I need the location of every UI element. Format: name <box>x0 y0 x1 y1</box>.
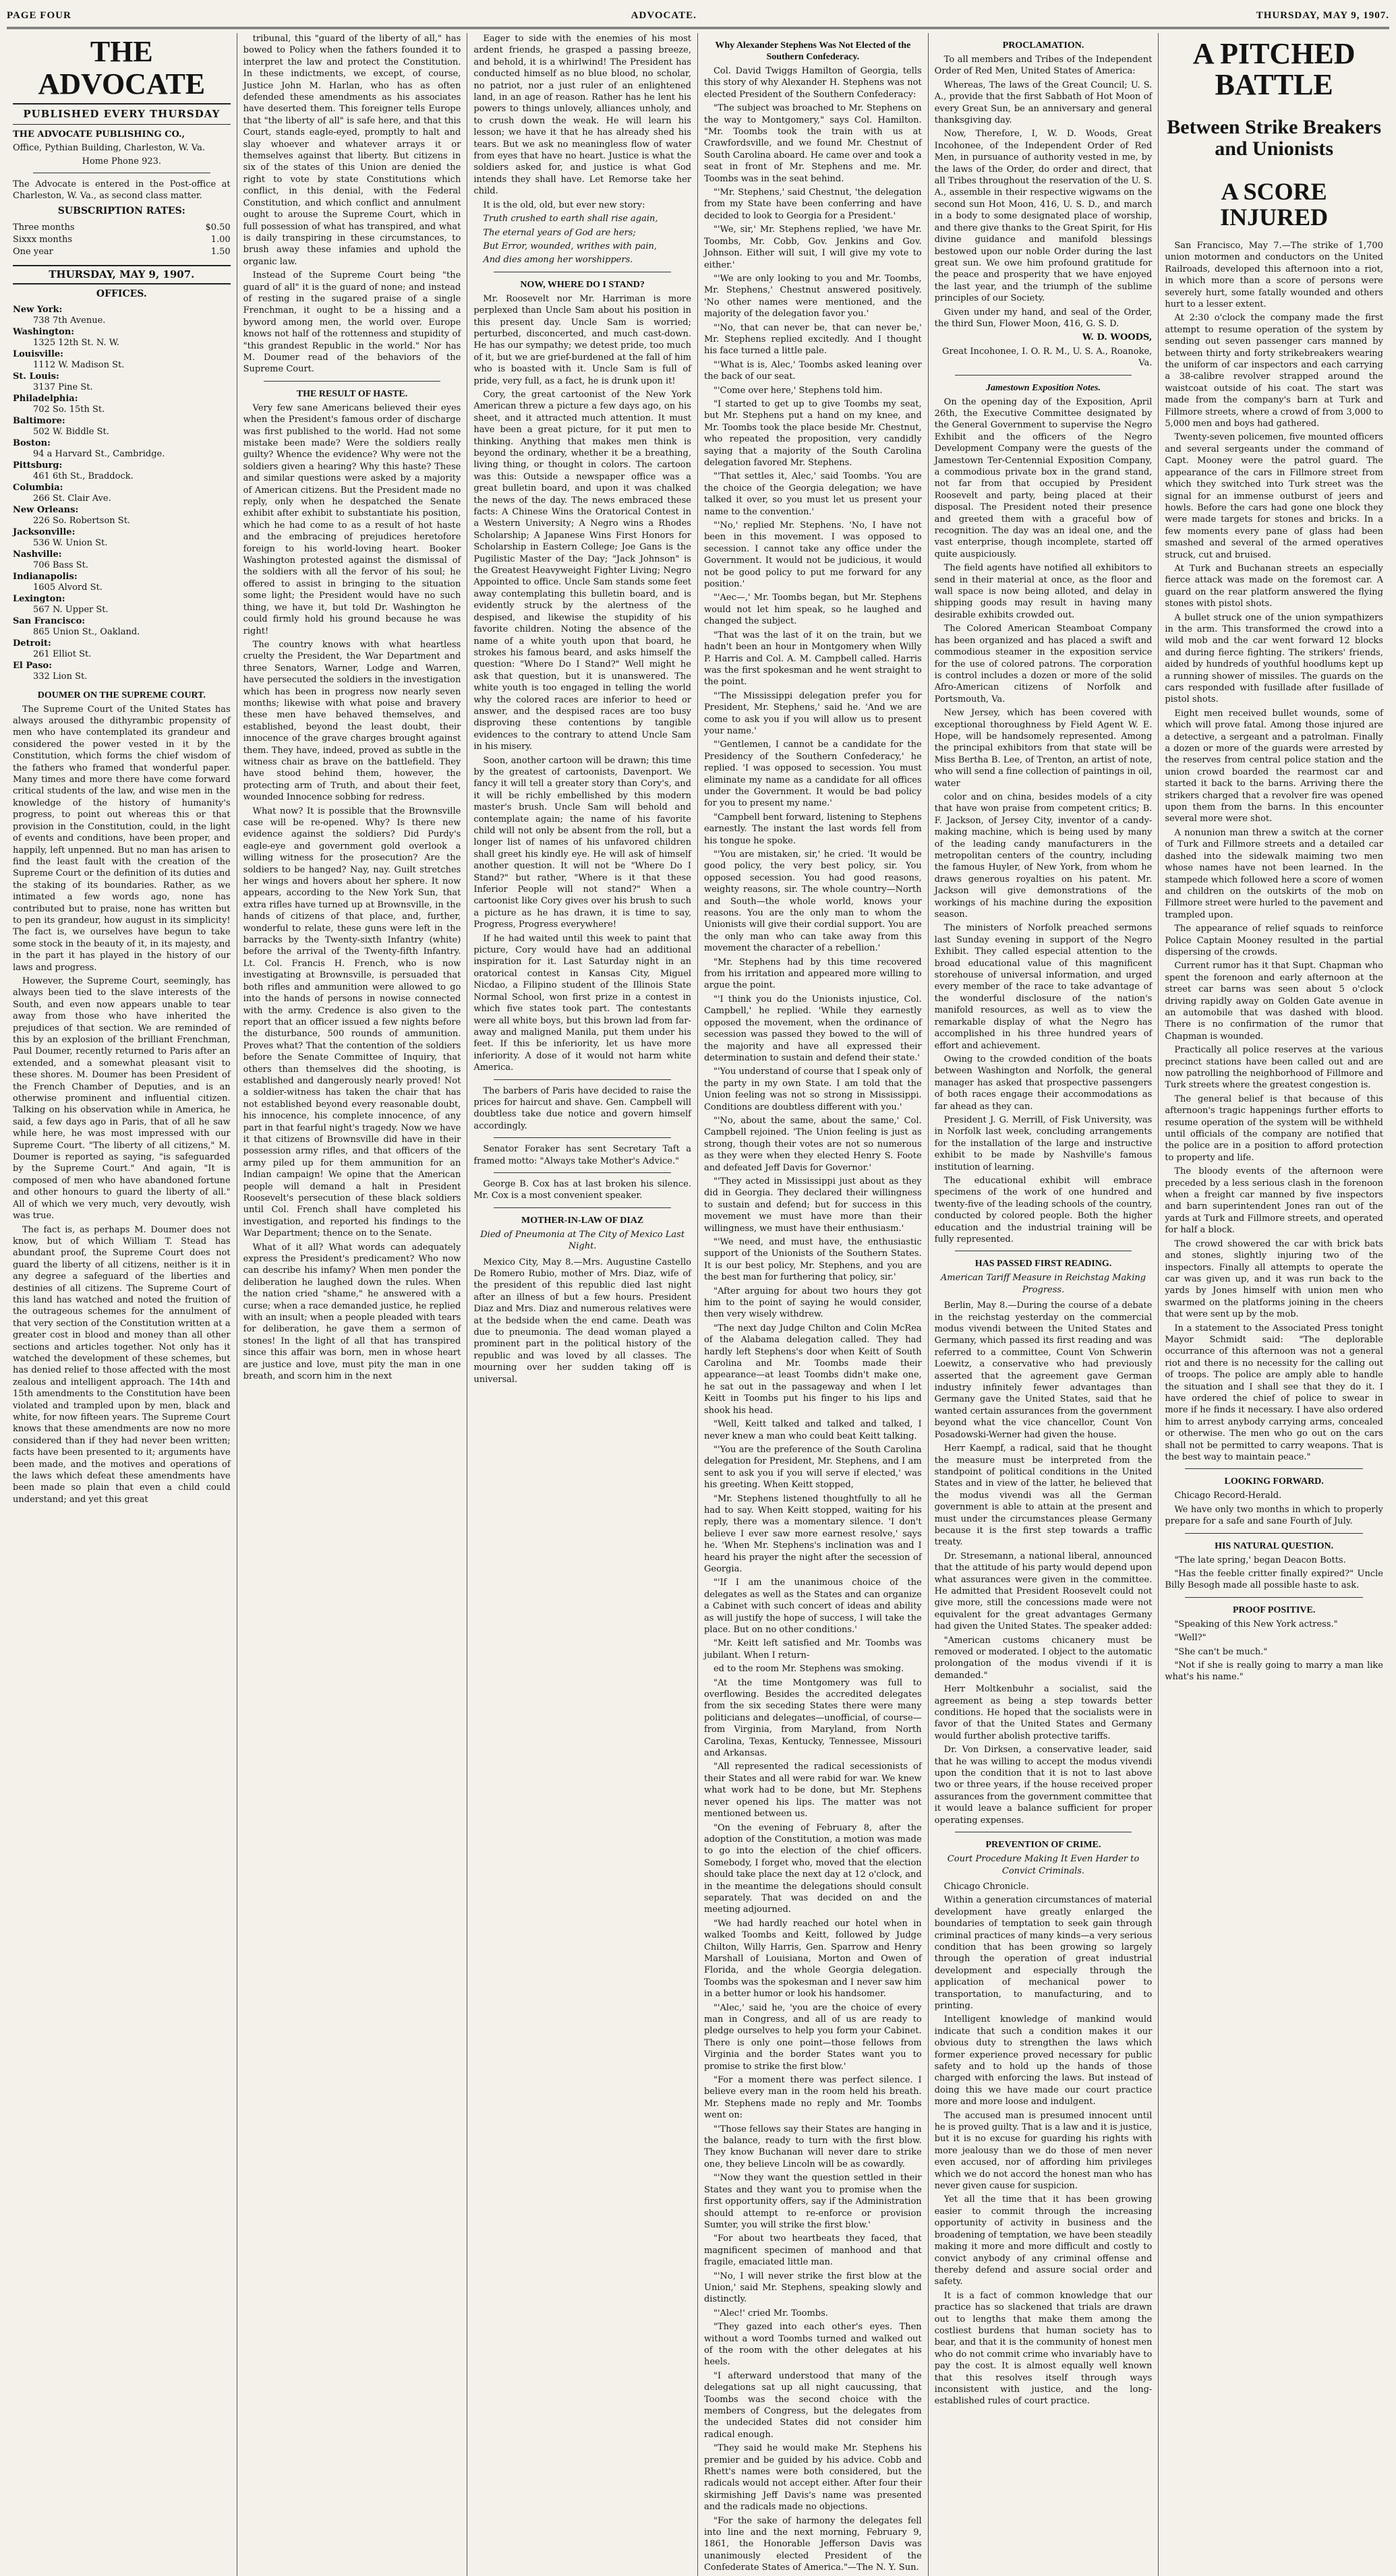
paragraph: Herr Kaempf, a radical, said that he thought the measure must be interpreted from the standpoint of political conditions in the United States and in view of the latter, he believed that the modus vivendi was all the German government is able to attain at the present and must under the circumstances please Germany because it is the first step towards a traffic treaty. <box>934 1443 1153 1548</box>
paragraph: Dr. Stresemann, a national liberal, announced that the attitude of his party would depend upon what assurances were given in the committee. He admitted that President Roosevelt could not give more, still the concessions made were not equivalent for the great advantages Germany had given the United States. The speaker added: <box>934 1551 1153 1632</box>
published-line: PUBLISHED EVERY THURSDAY <box>13 109 231 125</box>
office-city: Washington: <box>13 326 75 337</box>
article-body <box>473 1143 691 1167</box>
office-city: Baltimore: <box>13 415 65 426</box>
office-city: New Orleans: <box>13 504 79 515</box>
paragraph: "For the sake of harmony the delegates fell into line and the next morning, February 9, 1861, the Honorable Jefferson Davis was unanimously elected President of the Confederate States of America."—The N. Y. Sun. <box>703 2515 922 2573</box>
page-number: PAGE FOUR <box>7 9 71 21</box>
paragraph: "'They acted in Mississippi just about as they did in Georgia. They declared their willingness to sustain and defend; but for success in this movement we must have more than their willingness, we must have their enthusiasm.' <box>703 1176 922 1234</box>
paragraph: It is a fact of common knowledge that our practice has so slackened that trials are drawn out to lengths that make them among the costliest burdens that human society has to bear, and that it is the community of honest men who do not commit crime who invariably have to pay the cost. It is almost equally well known that this resolves itself through ways inconsistent with justice, and the long-established rules of court practice. <box>934 2290 1153 2407</box>
column-5 <box>929 33 1159 2576</box>
column-6 <box>1159 33 1389 2576</box>
paragraph: However, the Supreme Court, seemingly, has always been tied to the slave interests of the South, and even now appears unable to tear away from those who have inherited the prejudices of that section. We are reminded of this by an explosion of the brilliant Frenchman, Paul Doumer, recently returned to Paris after an extended, and a somewhat pleasant visit to these shores. M. Doumer has been President of the French Chamber of Deputies, and is an otherwise prominent and influential citizen. Talking on his observation while in America, he said, a few days ago in Paris, that of all he saw while here, he was most impressed with our Supreme Court. "The liberty of all citizens," M. Doumer is reported as saying, "is safeguarded by the Supreme Court." And again, "It is composed of men who have abandoned fortune and other honours to guard the liberty of all." All of which we very much, very devoutly, wish was true. <box>13 976 231 1222</box>
paragraph: Whereas, The laws of the Great Council; U. S. A., provide that the first Sabbath of Hot Moon of every Great Sun, be an anniversary and general thanksgiving day. <box>934 80 1153 126</box>
article-body <box>473 293 691 1074</box>
article-body <box>13 704 231 1506</box>
paragraph: "The subject was broached to Mr. Stephens on the way to Montgomery," says Col. Hamilton. "Mr. Toombs took the train with us at Crawfordsville, and we found Mr. Chestnut of South Carolina aboard. He came over and took a seat in front of Mr. Stephens and me. Mr. Toombs was in the seat behind. <box>703 103 922 184</box>
paragraph: Herr Moltkenbuhr a socialist, said the agreement as being a step towards better conditions. He hoped that the socialists were in favor of that the United States and Germany would further abolish protective tariffs. <box>934 1684 1153 1741</box>
verse-line: But Error, wounded, writhes with pain, <box>483 241 658 251</box>
paragraph: Senator Foraker has sent Secretary Taft a framed motto: "Always take Mother's Advice." <box>473 1144 691 1166</box>
office-address: 706 Bass St. <box>33 560 88 571</box>
rates-table <box>13 222 231 258</box>
article-title: LOOKING FORWARD. <box>1224 1476 1324 1487</box>
rate-row: One year 1.50 <box>13 246 231 257</box>
paragraph: "'I think you do the Unionists injustice, Col. Campbell,' he replied. 'While they earnestly opposed the movement, when the ordinance of secession was passed they bowed to the will of the majority and have all expressed their determination to sustain and defend their state.' <box>703 994 922 1063</box>
paragraph: To all members and Tribes of the Independent Order of Red Men, United States of America: <box>934 55 1153 77</box>
paragraph: "'Mr. Stephens,' said Chestnut, 'the delegation from my State have been conferring and have decided to look to Georgia for a President.' <box>703 187 922 221</box>
paragraph: "I started to get up to give Toombs my seat, but Mr. Stephens put a hand on my knee, and Mr. Toombs took the place beside Mr. Chestnut, who repeated the proposition, very candidly saying that a majority of the South Carolina delegation favored Mr. Stephens. <box>703 398 922 468</box>
article-title: DOUMER ON THE SUPREME COURT. <box>37 690 206 700</box>
paragraph: Col. David Twiggs Hamilton of Georgia, tells this story of why Alexander H. Stephens was not elected President of the Southern Confederacy: <box>703 66 922 100</box>
paragraph: Chicago Chronicle. <box>943 1881 1029 1892</box>
office-address: 266 St. Clair Ave. <box>33 493 111 504</box>
column-1 <box>7 33 237 2576</box>
paper-name: ADVOCATE. <box>631 9 697 21</box>
article-subtitle: Died of Pneumonia at The City of Mexico Last Night. <box>480 1229 685 1252</box>
article-title: PROCLAMATION. <box>1002 40 1084 51</box>
paragraph: Dr. Von Dirksen, a conservative leader, said that he was willing to accept the modus vivendi upon the condition that it is not to last above two or three years, if the house received proper assurances from the government committee that it would leave a balance sufficient for proper operating expenses. <box>934 1745 1153 1826</box>
paragraph: "On the evening of February 8, after the adoption of the Constitution, a motion was made to go into the election of the chief officers. Somebody, I forget who, moved that the election should take place the next day at 12 o'clock, and in the meantime the delegations should consult separately. That was decided on and the meeting adjourned. <box>703 1822 922 1915</box>
article-body <box>473 1085 691 1133</box>
offices-title: OFFICES. <box>96 289 147 300</box>
offices-list <box>13 305 231 683</box>
paragraph: "Mr. Keitt left satisfied and Mr. Toombs was jubilant. When I return- <box>703 1638 922 1660</box>
paragraph: "'Aec—,' Mr. Toombs began, but Mr. Stephens would not let him speak, so he laughed and changed the subject. <box>703 593 922 627</box>
paragraph: The bloody events of the afternoon were preceded by a less serious clash in the forenoon when a freight car manned by five inspectors and barn superintendent Jones ran out of the yards at Turk and Fillmore streets, and operated for half a block. <box>1165 1166 1383 1236</box>
article-body <box>1165 240 1383 1463</box>
column-3 <box>467 33 698 2576</box>
publisher: THE ADVOCATE PUBLISHING CO., <box>13 129 185 140</box>
paragraph: "'If I am the unanimous choice of the delegates as well as the States and can organize a Cabinet with such concert of ideas and ability as will justify the hope of success, I will take the place. But on no other conditions.' <box>703 1578 922 1635</box>
paragraph: Intelligent knowledge of mankind would indicate that such a condition makes it our obvious duty to strengthen the laws which former experience proved necessary for public safety and to hold up the hands of those charged with enforcing the laws. But instead of doing this we have made our court practice more and more loose and indulgent. <box>934 2014 1153 2107</box>
article-title: Why Alexander Stephens Was Not Elected of the Southern Confederacy. <box>715 40 911 62</box>
headline: A PITCHED BATTLE <box>1192 37 1356 102</box>
paragraph: It is the old, old, but ever new story: <box>483 200 645 210</box>
paragraph: "'Now they want the question settled in their States and they want you to promise when the first opportunity offers, say if the Administration should attempt to re-enforce or provision Sumter, you will strike the first blow.' <box>703 2173 922 2230</box>
office-city: Indianapolis: <box>13 571 78 582</box>
paragraph: "'We are only looking to you and Mr. Toombs, Mr. Stephens,' Chestnut answered positively. 'No other names were mentioned, and the majority of the delegation favor you.' <box>703 273 922 320</box>
article-title: HAS PASSED FIRST READING. <box>975 1259 1112 1269</box>
paragraph: "'No, about the same, about the same,' Col. Campbell rejoined. 'The Union feeling is just as strong, though their votes are not so numerous as they were when they elected Henry S. Foote and defeated Jeff Davis for Governor.' <box>703 1115 922 1173</box>
article-body <box>935 1881 1153 2407</box>
office-city: Lexington: <box>13 593 65 604</box>
headline-sub: Between Strike Breakers and Unionists <box>1167 116 1382 160</box>
dateline: THURSDAY, MAY 9, 1907. <box>13 265 231 284</box>
article-title: HIS NATURAL QUESTION. <box>1215 1540 1334 1551</box>
paragraph: The general belief is that because of this afternoon's tragic happenings further efforts to resume operation of the system will be withheld until officials of the company are notified that the police are in a position to afford protection to property and life. <box>1165 1094 1383 1163</box>
office-address: 502 W. Biddle St. <box>33 427 109 438</box>
office-address: 94 a Harvard St., Cambridge. <box>33 449 165 460</box>
phone: Home Phone 923. <box>82 156 162 167</box>
office-address: 1325 12th St. N. W. <box>33 338 119 349</box>
article-title: PROOF POSITIVE. <box>1232 1605 1316 1615</box>
paragraph: "Speaking of this New York actress." <box>1174 1619 1338 1629</box>
paragraph: ed to the room Mr. Stephens was smoking. <box>713 1664 904 1675</box>
paragraph: Soon, another cartoon will be drawn; this time by the greatest of cartoonists, Davenport. We fancy it will tell a greater story than Cory's, and it will be richly embellished by this modern master's brush. Uncle Sam will behold and contemplate again; the name of his favorite child will not only be absent from the roll, but a longer list of names of his unfavored children shall greet his kindly eye. He will ask of himself another question. It will not be "Where Do I Stand?" but rather, "Where is it that these Inferior People will not stand?" When a cartoonist like Cory gives over his brush to such a picture as he has drawn, it is time to say, Progress, Progress everywhere! <box>473 755 691 930</box>
paragraph: The educational exhibit will embrace specimens of the work of one hundred and twenty-five of the leading schools of the country, conducted by colored people. Both the higher education and the industrial training will be fully represented. <box>934 1175 1153 1245</box>
running-head <box>7 4 1389 29</box>
paragraph: "'No,' replied Mr. Stephens. 'No, I have not been in this movement. I was opposed to secession. I cannot take any office under the Government. It would not be judicious, it would not be good policy to put me forward for any position.' <box>703 520 922 590</box>
article-body <box>1165 1490 1383 1527</box>
paragraph: At 2:30 o'clock the company made the first attempt to resume operation of the system by sending out seven passenger cars manned by between thirty and forty strikebreakers wearing the uniform of car inspectors and each carrying a 38-calibre revolver strapped around the waistcoat outside of his coat. The start was made from the company's barn at Turk and Fillmore streets, where a crowd of from 3,000 to 5,000 men and boys had gathered. <box>1165 313 1383 429</box>
office-city: New York: <box>13 304 63 315</box>
paragraph: "Campbell bent forward, listening to Stephens earnestly. The instant the last words fell from his tongue he spoke. <box>703 812 922 846</box>
verse-line: Truth crushed to earth shall rise again, <box>483 214 658 224</box>
office-address: 1605 Alvord St. <box>33 582 103 593</box>
paragraph: Now, Therefore, I, W. D. Woods, Great Incohonee, of the Independent Order of Red Men, in pursuance of authority vested in me, by the laws of the Order, do order and direct, that all Tribes throughout the reservation of the U. S. A., assemble in their respective wigwams on the second sun Hot Moon, 416, U. S. D., and march in a body to some designated place of worship, and there give thanks to the Great Spirit, for His divine guidance and manifold blessings bestowed upon our noble Order during the last great sun. We owe him profound gratitude for the peace and prosperity that we have enjoyed the last year, and the triumph of the sublime principles of our Society. <box>934 129 1153 304</box>
office-city: Nashville: <box>13 549 62 560</box>
article-title: PREVENTION OF CRIME. <box>985 1840 1101 1851</box>
paragraph: If he had waited until this week to paint that picture, Cory would have had an additional inspiration for it. Last Saturday night in an oratorical contest in Kansas City, Miguel Nicdao, a Filipino student of the Illinois State Normal School, won first prize in a contest in which five states took part. The contestants were all white boys, but this brown lad from far-away and maligned Manila, put them under his feet. If this be inferiority, let us have more inferiority. A dose of it would not harm white America. <box>473 933 691 1073</box>
signature: W. D. WOODS, <box>1082 332 1153 343</box>
paragraph: "That was the last of it on the train, but we hadn't been an hour in Montgomery when Willy P. Harris and Col. A. M. Campbell called. Harris was the first spokesman and he went straight to the point. <box>703 630 922 688</box>
column-2 <box>237 33 468 2576</box>
columns <box>7 33 1389 2573</box>
article-body <box>473 1257 691 1385</box>
office-address: 865 Union St., Oakland. <box>33 627 140 638</box>
paragraph: "'Those fellows say their States are hanging in the balance, ready to turn with the first blow. They know Buchanan will never dare to strike one, they believe Lincoln will be as cowardly. <box>703 2124 922 2169</box>
office-address: 567 N. Upper St. <box>33 605 109 616</box>
office-city: St. Louis: <box>13 371 59 382</box>
paragraph: "They said he would make Mr. Stephens his premier and be guided by his advice. Cobb and Rhett's names were both considered, but the radicals would not accept either. After four their skirmishing Jeff Davis's name was presented and the radicals made no objections. <box>703 2443 922 2513</box>
article-body <box>473 1178 691 1202</box>
paragraph: Within a generation circumstances of material development have greatly enlarged the boundaries of temptation to seek gain through criminal practices of many kinds—a very serious condition that has been growing so largely through the operation of great industrial development and especially through the application of mechanical power to transportation, to manufacturing, and to printing. <box>934 1895 1153 2011</box>
signature-title: Great Incohonee, I. O. R. M., U. S. A., Roanoke, Va. <box>941 346 1153 369</box>
paragraph: Twenty-seven policemen, five mounted officers and several sergeants under the command of Capt. Mooney were the patrol guard. The appearance of the cars in Fillmore street from which they switched into Turk street was the signal for an immense outburst of jeers and howls. Before the cars had gone one block they were made targets for stones and bricks. In a few moments every pane of glass had been smashed and several of the armed operatives struck, cut and bruised. <box>1165 432 1383 560</box>
office-city: Pittsburg: <box>13 460 63 471</box>
paragraph: The field agents have notified all exhibitors to send in their material at once, as the floor and wall space is now being alloted, and delay in shipping goods may result in having many desirable exhibits crowded out. <box>934 563 1153 620</box>
issue-date: THURSDAY, MAY 9, 1907. <box>1256 9 1389 21</box>
article-body <box>935 1300 1153 1826</box>
article-body <box>935 54 1153 330</box>
paragraph: "For about two heartbeats they faced, that magnificent specimen of manhood and that fragile, emaciated little man. <box>703 2234 922 2268</box>
paragraph: What now? It is possible that the Brownsville case will be re-opened. Why? Is there new evidence against the soldiers? Did Purdy's eagle-eye and government gold overlook a willing witness for the prosecution? Are the soldiers to be hanged? Nay, nay. Guilt stretches her wings and hovers about her sphere. It now appears, according to the New York Sun, that extra rifles have turned up at Brownsville, in the hands of citizens of that place, and, further, wonderful to relate, these guns were left in the barracks by the Twenty-sixth Infantry (white) before the arrival of the Twenty-fifth Infantry. Lt. Col. Francis H. French, who is now investigating at Brownsville, is persuaded that both rifles and ammunition were allowed to go into the hands of persons in nowise connected with the army. Credence is also given to the report that an officer issued a few nights before the disturbance, 500 rounds of ammunition. Proves what? That the contention of the soldiers before the Senate Committee of Inquiry, that others than themselves did the shooting, is established and dangerously nearly proved! Not a soldier-witness has taken the chair that has not established beyond every reasonable doubt, his innocence, his complete innocence, of any part in that fearful night's tragedy. Now we have it that citizens of Brownsville did have in their possession army rifles, and that officers of the army piled up for them ammunition for an Indian campaign! We opine that the American people will demand a halt in President Roosevelt's persecution of these black soldiers until Col. French shall have completed his investigation, and reported his findings to the War Department; thence on to the Senate. <box>243 806 461 1239</box>
paragraph: "The late spring,' began Deacon Botts. <box>1174 1555 1346 1565</box>
paragraph: The Colored American Steamboat Company has been organized and has placed a swift and commodious steamer in the exposition service for the use of colored patrons. The corporation is control includes a dozen or more of the solid Afro-American citizens of Norfolk and Portsmouth, Va. <box>934 624 1153 705</box>
office-city: Boston: <box>13 438 51 448</box>
article-subtitle: Court Procedure Making It Even Harder to Convict Criminals. <box>947 1854 1140 1876</box>
paragraph: Very few sane Americans believed their eyes when the President's famous order of discharge was first published to the world. Had not some mistake been made? Were the soldiers really guilty? Whence the evidence? Why were not the soldiers given a hearing? Why this haste? These and similar questions were asked by a majority of American citizens. But the President made no reply, only when he despatched the Senate exhibit after exhibit to substantiate his position, which he had come to as a result of hot haste and the embracing of prejudices heretofore foreign to his world-loving heart. Booker Washington protested against the dismissal of the soldiers with all the fervor of his soul; he offered to assist in bringing to the situation some light; the President would have no such thing, we have it, but told Dr. Washington he could firmly hold his ground because he was right! <box>243 402 461 636</box>
paragraph: The fact is, as perhaps M. Doumer does not know, but of which William T. Stead has abundant proof, the Supreme Court does not guard the liberty of all citizens, neither is it in any degree a safeguard of the liberties and destinies of all citizens. The Supreme Court of this land has watched and noted the fruition of the outrageous schemes for the annulment of that very section of the Constitution written at a greater cost in blood and money than all other sections and articles together. Not only has it watched the development of these schemes, but has denied relief to those affected with the most zealous and intelligent approach. The 14th and 15th amendments to the Constitution have been violated and trampled upon by men, black and white, for now fifteen years. The Supreme Court knows that these amendments are now no more considered than if they had never been written; facts have been presented to it; arguments have been made, and the motives and operations of the laws which defeat these amendments have been made so plain that even a child could understand; and yet this great <box>13 1224 231 1505</box>
office-address: 1112 W. Madison St. <box>33 360 125 371</box>
paragraph: George B. Cox has at last broken his silence. Mr. Cox is a most convenient speaker. <box>473 1178 691 1201</box>
paragraph: A nonunion man threw a switch at the corner of Turk and Fillmore streets and a detailed car dashed into the sidewalk maiming two men whose names have not been learned. In the stampede which followed here a score of women and children on the outskirts of the mob on Fillmore street were hurled to the pavement and trampled upon. <box>1165 827 1383 920</box>
paragraph: "I afterward understood that many of the delegations sat up all night caucussing, that Toombs was the second choice with the members of Congress, but the delegates from the undecided States did not consider him radical enough. <box>703 2370 922 2440</box>
paragraph: Current rumor has it that Supt. Chapman who spent the forenoon and early afternoon at the street car barns was seen about 5 o'clock driving rapidly away on Golden Gate avenue in an automobile that was dashed with blood. There is no confirmation of the rumor that Chapman is wounded. <box>1165 961 1383 1042</box>
paragraph: "'You understand of course that I speak only of the party in my own State. I am told that the Union feeling was not so strong in Mississippi. Conditions are doubtless different with you.' <box>703 1067 922 1112</box>
rates-title: SUBSCRIPTION RATES: <box>57 206 185 217</box>
paragraph: "They gazed into each other's eyes. Then without a word Toombs turned and walked out of the room with the other delegates at his heels. <box>703 2322 922 2368</box>
paragraph: Chicago Record-Herald. <box>1174 1491 1282 1501</box>
paragraph: "'No, I will never strike the first blow at the Union,' said Mr. Stephens, speaking slowly and distinctly. <box>703 2271 922 2305</box>
paragraph: Cory, the great cartoonist of the New York American threw a picture a few days ago, on his sheet, and it attracted much attention. It must have been a great picture, for it put men to thinking. Anything that makes men think is beyond the ordinary, whether it be a breathing, living thing, or thought in colors. The cartoon was this: Outside a newspaper office was a great bulletin board, and upon it was chalked the news of the day. The news embraced these facts: A Chinese Wins the Oratorical Contest in a Western University; A Negro wins a Rhodes Scholarship; A Japanese Wins First Honors for Scholarship in Eastern College; Joe Gans is the Pugilistic Master of the Day; "Jack Johnson" is the Greatest Heavyweight Fighter Living; Negro Appointed to office. Uncle Sam stands some feet away contemplating this bulletin board, and is evidently struck by the alertness of the despised, and likewise the stupidity of his favorite children. Noting the absence of the name of a white youth upon that board, he strokes his famous beard, and asks himself the question: "Where Do I Stand?" Well might he ask that question, but it is unanswered. The white youth is too engaged in telling the world why the colored races are inferior to heed or answer, and the despised races are too busy disproving these contentions by tangible evidences to the contrary to attend Uncle Sam in his misery. <box>473 389 691 752</box>
verse-line: The eternal years of God are hers; <box>483 227 636 238</box>
paragraph: "'What is is, Alec,' Toombs asked leaning over the back of our seat. <box>703 359 922 382</box>
paragraph: Yet all the time that it has been growing easier to commit through the increasing opportunity of activity in business and the broadening of temptation, we have been steadily making it more and more difficult and costly to convict anybody of any criminal offense and thereby defend and assure social order and safety. <box>934 2194 1153 2287</box>
paragraph: "Mr. Stephens listened thoughtfully to all he had to say. When Keitt stopped, waiting for his reply, there was a momentary silence. 'I don't believe I ever saw more earnest resolve,' says he. 'When Mr. Stephens's inclination was and I heard his prayer the night after the secession of Georgia. <box>703 1493 922 1574</box>
paragraph: President J. G. Merrill, of Fisk University, was in Norfolk last week, concluding arrangements for the installation of the large and instructive exhibit to be made by Nashville's famous institution of learning. <box>934 1114 1153 1172</box>
paragraph: New Jersey, which has been covered with exceptional thoroughness by Field Agent W. E. Hope, will be handsomely represented. Among the principal exhibitors from that state will be Miss Bertha B. Lee, of Trenton, an artist of note, who will send a fine collection of paintings in oil, water <box>934 708 1153 789</box>
paragraph: The crowd showered the car with brick bats and stones, slightly injuring two of the inspectors. Finally all attempts to operate the car was given up, and it was run back to the yards by Jones himself with union men who swarmed on the platforms joining in the cheers that were sent up by the mob. <box>1165 1238 1383 1320</box>
paragraph: Owing to the crowded condition of the boats between Washington and Norfolk, the general manager has asked that prospective passengers of both races engage their accommodations as far ahead as they can. <box>934 1054 1153 1112</box>
paragraph: "'The Mississippi delegation prefer you for President, Mr. Stephens,' said he. 'And we are come to ask you if you will allow us to present your name.' <box>703 690 922 736</box>
office-city: Louisville: <box>13 349 63 359</box>
paragraph: On the opening day of the Exposition, April 26th, the Executive Committee designated by the General Government to supervise the Negro Exhibit and the officers of the Negro Development Company were the guests of the Jamestown Ter-Centennial Exposition Company, a commodious private box in the grand stand, not far from that occupied by President Roosevelt and party, being placed at their disposal. The President noted their presence and greeted them with a graceful bow of recognition. The day was an ideal one, and the vast enterprise, though incomplete, started off quite auspiciously. <box>934 396 1153 560</box>
paragraph: In a statement to the Associated Press tonight Mayor Schmidt said: "The deplorable occurrance of this afternoon was not a general riot and there is no necessity for the calling out of troops. The police are amply able to handle the situation and I shall see that they do it. I have ordered the chief of police to swear in more if he finds it necessary. I have also ordered him to arrest anybody carrying arms, concealed or otherwise. The men who go out on the cars shall not be permitted to carry weapons. That is the best way to maintain peace." <box>1165 1323 1383 1462</box>
office-address: 738 7th Avenue. <box>33 316 106 326</box>
paragraph: Eager to side with the enemies of his most ardent friends, he grasped a passing breeze, and behold, it is a whirlwind! The President has conducted himself as no blue blood, no scholar, no patriot, nor a just ruler of an enlightened land, in an age of reason. Rather has he lent his powers to things unlovely, alliances unholy, and to crush down the weak. He will learn his lesson; we have it that he has already shed his tears. But we ask no meaningless flow of water from eyes that have no heart. Justice is what the soldiers asked for, and justice is what God intends they shall have. Let Remorse take her child. <box>473 34 691 197</box>
paragraph: At Turk and Buchanan streets an especially fierce attack was made on the foremost car. A guard on the rear platform answered the flying stones with pistol shots. <box>1165 563 1383 609</box>
paragraph: "'We need, and must have, the enthusiastic support of the Unionists of the Southern States. It is our best policy, Mr. Stephens, and you are the best man for furthering that policy, sir.' <box>703 1237 922 1283</box>
article-title: NOW, WHERE DO I STAND? <box>520 279 645 290</box>
paragraph: "Not if she is really going to marry a man like what's his name." <box>1165 1660 1383 1683</box>
office-address: 261 Elliot St. <box>33 649 92 660</box>
paragraph: Berlin, May 8.—During the course of a debate in the reichstag yesterday on the commercial modus vivendi between the United States and Germany, which passed its first reading and was referred to a committee, Count Von Schwerin Loewitz, a conservative who had previously asserted that the agreement gave German industry infinitely fewer advantages than Germany gave the United States, said that he wanted certain assurances from the government beyond what the vice chancellor, Count Von Posadowski-Werner had given the house. <box>934 1300 1153 1440</box>
paragraph: tribunal, this "guard of the liberty of all," has bowed to Policy when the fathers founded it to interpret the law and protect the Constitution. In these indictments, we except, of course, Justice John M. Harlan, who has as often defended these amendments as his associates have deserted them. This foreigner tells Europe that "the liberty of all" is safe here, and that this Court, stands eagle-eyed, promptly to halt and slay whoever and whatever arrays it or themselves against that liberty. But citizens in six of the states of this Union are denied the right to vote by state Constitutions which conflict, in this denial, with the Federal Constitution, and which conflict and annulment ought to arouse the Supreme Court, which in full possession of what has transpired, and what is daily transpiring in these circumstances, to brush away these infamies and uphold the organic law. <box>243 34 461 267</box>
paragraph: "Mr. Stephens had by this time recovered from his irritation and appeared more willing to argue the point. <box>703 957 922 991</box>
verse-line: And dies among her worshippers. <box>483 255 633 266</box>
paragraph: San Francisco, May 7.—The strike of 1,700 union motormen and conductors on the United Railroads, developed this afternoon into a riot, in which more than a score of persons were severely hurt, some fatally wounded and others hurt to a lesser extent. <box>1165 240 1383 309</box>
office-address: Office, Pythian Building, Charleston, W. Va. <box>13 143 205 154</box>
office-city: Columbia: <box>13 482 63 493</box>
verse <box>473 213 691 266</box>
paragraph: "'Come over here,' Stephens told him. <box>713 385 883 396</box>
paragraph: "At the time Montgomery was full to overflowing. Besides the accredited delegates from the six seceding States there were many politicians and delegates—unofficial, of course—from Virginia, from Maryland, from North Carolina, Texas, Kentucky, Tennessee, Missouri and Arkansas. <box>703 1677 922 1759</box>
paragraph: "'Alec,' said he, 'you are the choice of every man in Congress, and all of us are ready to pledge ourselves to help you form your Cabinet. There is only one point—those fellows from Virginia and the border States want you to promise to strike the first blow.' <box>703 2002 922 2072</box>
office-address: 332 Lion St. <box>33 671 88 682</box>
paragraph: "We had hardly reached our hotel when in walked Toombs and Keitt, followed by Judge Chilton, Willy Harris, Gen. Sparrow and Henry Marshall of Louisiana, Morton and Owen of Florida, and the whole Georgia delegation. Toombs was the spokesman and I never saw him in a better humor or look his handsomer. <box>703 1918 922 2000</box>
article-title: Jamestown Exposition Notes. <box>986 382 1101 393</box>
paragraph: "Has the feeble critter finally expired?" Uncle Billy Besogh made all possible haste to ask. <box>1165 1569 1383 1591</box>
office-address: 702 So. 15th St. <box>33 405 105 415</box>
paragraph: "'You are mistaken, sir,' he cried. 'It would be good policy, the very best policy, sir. You opposed secession. You had good reasons, weighty reasons, sir. The whole country—North and South—the whole world, knows your reasons. You are the only man to whom the Unionists will give their cordial support. You are the only man who can take away from this movement the character of a rebellion.' <box>703 849 922 954</box>
paragraph: "American customs chicanery must be removed or moderated. I object to the automatic prolongation of the modus vivendi if it is demanded." <box>934 1635 1153 1681</box>
paragraph: "After arguing for about two hours they got him to the point of saying he would consider, then very wisely withdrew. <box>703 1286 922 1320</box>
article-body <box>704 65 922 2574</box>
paragraph: Eight men received bullet wounds, some of which will prove fatal. Among those injured are a detective, a sergeant and a patrolman. Finally a dozen or more of the guards were arrested by the reserves from central police station and the union crowd boarded the rearmost car and started it back to the barns. Arriving there the strikers charged that a revolver fire was opened upon them from the barns. In this encounter several more were shot. <box>1165 708 1383 825</box>
paragraph: Mexico City, May 8.—Mrs. Augustine Castello De Romero Rubio, mother of Mrs. Diaz, wife of the president of this republic died last night after an illness of but a few hours. President Diaz and Mrs. Diaz and numerous relatives were at the bedside when the end came. Death was due to pneumonia. The dead woman played a prominent part in the political history of the republic and was loved by all classes. The mourning over her sudden taking off is universal. <box>473 1257 691 1385</box>
paragraph: "'We, sir,' Mr. Stephens replied, 'we have Mr. Toombs, Mr. Cobb, Gov. Jenkins and Gov. Johnson. Either will suit, I will give my vote to either.' <box>703 224 922 270</box>
article-body <box>243 33 461 376</box>
office-city: Detroit: <box>13 638 51 649</box>
paragraph: The barbers of Paris have decided to raise the prices for haircut and shave. Gen. Campbell will doubtless take due notice and govern himself accordingly. <box>473 1085 691 1131</box>
paragraph: Given under my hand, and seal of the Order, the third Sun, Flower Moon, 416, G. S. D. <box>934 307 1153 329</box>
article-body <box>935 396 1153 1246</box>
paragraph: "She can't be much." <box>1174 1646 1268 1657</box>
paragraph: "Well, Keitt talked and talked and talked, I never knew a man who could beat Keitt talking. <box>703 1419 922 1441</box>
article-title: MOTHER-IN-LAW OF DIAZ <box>521 1215 644 1226</box>
rate-row: Sixxx months 1.00 <box>13 234 231 245</box>
paragraph: The country knows with what heartless cruelty the President, the War Department and three Senators, Warner, Lodge and Warren, have persecuted the soldiers in the investigation which has been in progress now nearly seven months; likewise with what poise and bravery these men have behaved themselves, and established, beyond the least doubt, their innocence of the grave charges brought against them. They have, indeed, proved as subtle in the witness chair as brave on the battlefield. They have stood behind them, however, the protecting arm of Truth, and about their feet, wounded Innocence sobbing for redress. <box>243 639 461 803</box>
paragraph: A bullet struck one of the union sympathizers in the arm. This transformed the crowd into a wild mob and the car went forward 12 blocks and during fierce fighting. The strikers' friends, aided by hundreds of youthful hoodlums kept up a running shower of missiles. The guards on the cars responded with fusillade after fusillade of pistol shots. <box>1165 612 1383 705</box>
paragraph: "Well?" <box>1174 1633 1206 1644</box>
rate-row: Three months $0.50 <box>13 222 231 233</box>
paragraph: Mr. Roosevelt nor Mr. Harriman is more perplexed than Uncle Sam about his position in this present day. Uncle Sam is worried; perturbed, disconcerted, and much cast-down. He has our sympathy; we detest pride, too much of it, but we are grief-burdened at the fall of him who is boasted with it. Uncle Sam is full of pride, very full, as a fact, he is drunk upon it! <box>473 293 691 386</box>
office-address: 3137 Pine St. <box>33 382 93 393</box>
office-city: Philadelphia: <box>13 393 78 404</box>
article-body <box>1165 1555 1383 1592</box>
paragraph: "For a moment there was perfect silence. I believe every man in the room held his breath. Mr. Stephens made no reply and Mr. Toombs went on: <box>703 2075 922 2121</box>
paragraph: "'That settles it, Alec,' said Toombs. 'You are the choice of the Georgia delegation; we have talked it over, so you must let us present your name to the convention.' <box>703 471 922 517</box>
office-city: San Francisco: <box>13 616 86 626</box>
paragraph: "The next day Judge Chilton and Colin McRea of the Alabama delegation called. They had hardly left Stephens's door when Keitt of South Carolina and Mr. Toombs made their appearance—at least Toombs didn't make one, he sat out in the passageway and when I let Keitt in Toombs put his finger to his lips and shook his head. <box>703 1323 922 1416</box>
paragraph: Practically all police reserves at the various precinct stations have been called out and are now patrolling the neighborhood of Fillmore and Turk streets where the greatest congestion is. <box>1165 1045 1383 1091</box>
paragraph: We have only two months in which to properly prepare for a safe and sane Fourth of July. <box>1165 1504 1383 1527</box>
article-subtitle: American Tariff Measure in Reichstag Making Progress. <box>940 1273 1146 1295</box>
paragraph: "'Alec!' cried Mr. Toombs. <box>713 2308 828 2318</box>
article-title: THE RESULT OF HASTE. <box>296 388 408 399</box>
office-address: 461 6th St., Braddock. <box>33 471 134 482</box>
paragraph: The Supreme Court of the United States has always aroused the dithyrambic propensity of men who have contemplated its grandeur and considered the power vested in it by the Constitution, which forms the chief wisdom of the fathers who framed that wonderful paper. Many times and more there have come forward critical students of the law, and wise men in the knowledge of the history of humanity's progress, to point out whereas this or that provision in the Constitution, could, in the light of events and conditions, have been proper, and happily, left unpenned. But no man has arisen to find the least fault with the creation of the Supreme Court or the definition of its duties and the staking of its boundaries. Rather, as we intimated a few words ago, none has contributed but to praise, none has written but to pen its grandeur, how august in its simplicity! The fact is, we ourselves have begun to take some stock in the beauty of it, in its majesty, and in the part it has played in the history of our laws and progress. <box>13 704 231 973</box>
masthead-title: THE ADVOCATE <box>13 36 231 104</box>
office-city: Jacksonville: <box>13 527 76 537</box>
paragraph: The appearance of relief squads to reinforce Police Captain Mooney resulted in the partial dispersing of the crowds. <box>1165 924 1383 957</box>
paragraph: Instead of the Supreme Court being "the guard of all" it is the guard of none; and instead of resting in the sugared praise of a single Frenchman, it ought to be a hissing and a byword among men, the world over. Europe knows not half of the rottenness and stupidity of "this grandest Republic in the world." Nor has M. Doumer read of the behaviors of the Supreme Court. <box>243 270 461 375</box>
paragraph: "'No, that can never be, that can never be,' Mr. Stephens replied excitedly. And I thought his face turned a little pale. <box>703 322 922 357</box>
paragraph: The accused man is presumed innocent until he is proved guilty. That is a law and it is justice, but it is no excuse for guarding his rights with more jealousy than we do those of men never even accused, nor of affording him privileges which we do not accord the honest man who has never given cause for suspicion. <box>934 2110 1153 2192</box>
paragraph: "All represented the radical secessionists of their States and all were rabid for war. We knew what work had to be done, but Mr. Stephens never opened his lips. The matter was not mentioned between us. <box>703 1762 922 1820</box>
paragraph: "'Gentlemen, I cannot be a candidate for the Presidency of the Southern Confederacy,' he replied. 'I was opposed to secession. You must eliminate my name as a candidate for all offices under the Government. It would be bad policy for you to present my name.' <box>703 740 922 809</box>
paragraph: What of it all? What words can adequately express the President's predicament? Who now can describe his infamy? When men ponder the deliberation he laughed down the rules. When the nation cried "shame," he answered with a curse; when a race demanded justice, he replied with an insult; when a people pleaded with tears for deliberation, he gave them a sermon of stones! In the light of all that has transpired since this affair was born, men in whose heart are justice and love, must pity the man in one breath, and scorn him in the next <box>243 1242 461 1382</box>
office-address: 536 W. Union St. <box>33 538 108 549</box>
paragraph: color and on china, besides models of a city that have won praise from competent critics; B. F. Jackson, of Jersey City, inventor of a candy-making machine, which is being used by many of the leading candy manufacturers in the metropolitan centers of the country, including the famous Huyler, of New York, from whom he draws generous royalties on his patent. Mr. Jackson will give demonstrations of the workings of his machine during the exposition season. <box>934 791 1153 920</box>
office-city: El Paso: <box>13 660 53 671</box>
postal-entry: The Advocate is entered in the Post-office at Charleston, W. Va., as second class matter. <box>13 179 231 202</box>
article-body <box>473 33 691 211</box>
paragraph: The ministers of Norfolk preached sermons last Sunday evening in support of the Negro Exhibit. They called especial attention to the broad educational value of this magnificent storehouse of universal information, and urged every member of the race to take advantage of the wonderful disclosure of the nation's manifold resources, as well as to view the remarkable display of what the Negro has accomplished in his three hundred years of effort and achievement. <box>934 923 1153 1051</box>
article-body <box>243 402 461 1383</box>
column-4 <box>698 33 929 2576</box>
article-body <box>1165 1619 1383 1683</box>
office-address: 226 So. Robertson St. <box>33 516 131 527</box>
headline-deck: A SCORE INJURED <box>1220 178 1329 231</box>
paragraph: "'You are the preference of the South Carolina delegation for President, Mr. Stephens, and I am sent to ask you if you will serve if elected,' was his greeting. When Keitt stopped, <box>703 1444 922 1491</box>
